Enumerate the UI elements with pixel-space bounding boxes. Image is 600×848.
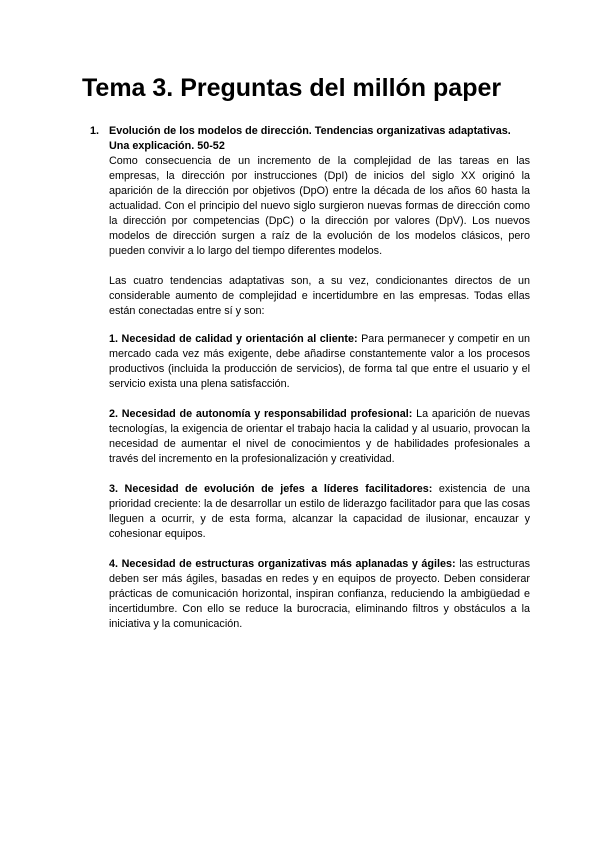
tendency-item-4-label: 4. Necesidad de estructuras organizativas más aplanadas y ágiles:	[109, 558, 456, 570]
tendency-item-4-text: las estructuras deben ser más ágiles, basadas en redes y en equipos de proyecto. Deben considerar prácticas de comunicación horizontal, inspiran confianza, reduciendo la ambigüedad e incertidumbre. Con ello se reduce la burocracia, eliminando filtros y obstáculos a la iniciativa y la comunicación.	[109, 558, 530, 630]
document-title: Tema 3. Preguntas del millón paper	[82, 74, 502, 102]
section-number: 1.	[90, 125, 100, 137]
tendency-item-1	[109, 332, 530, 392]
tendency-item-2	[109, 407, 530, 467]
tendency-item-2-text: La aparición de nuevas tecnologías, la exigencia de orientar el trabajo hacia la calidad y al usuario, provocan la necesidad de aumentar el nivel de conocimientos y de habilidades profesionales a través del incremento en la profesionalización y creatividad.	[109, 408, 530, 465]
intro-paragraph: Como consecuencia de un incremento de la complejidad de las tareas en las empresas, la dirección por instrucciones (DpI) de inicios del siglo XX originó la aparición de la dirección por objetivos (DpO) entre la década de los años 60 hasta la actualidad. Con el principio del nuevo siglo surgieron nuevas formas de dirección como la dirección por competencias (DpC) o la dirección por valores (DpV). Los nuevos modelos de dirección surgen a raíz de la evolución de los modelos clásicos, pero pueden convivir a lo largo del tiempo diferentes modelos.	[109, 155, 530, 257]
tendency-item-2-label: 2. Necesidad de autonomía y responsabilidad profesional:	[109, 408, 413, 420]
section-1	[90, 124, 530, 632]
tendency-item-3-text: existencia de una prioridad creciente: la de desarrollar un estilo de liderazgo facilitador para que las cosas lleguen a ocurrir, y de esta forma, alcanzar la capacidad de ilusionar, encauzar y cohesionar equipos.	[109, 483, 531, 540]
tendency-item-3	[109, 482, 530, 542]
section-body	[109, 154, 530, 632]
tendency-item-1-label: 1. Necesidad de calidad y orientación al cliente:	[109, 333, 358, 345]
section-heading: Evolución de los modelos de dirección. Tendencias organizativas adaptativas. Una explicación. 50-52	[109, 125, 511, 152]
section-heading-row	[90, 124, 530, 154]
tendency-item-1-text: Para permanecer y competir en un mercado cada vez más exigente, debe añadirse constantemente valor a los procesos productivos (incluida la producción de servicios), de forma tal que entre el usuario y el servicio exista una plena satisfacción.	[109, 333, 530, 390]
tendency-item-4	[109, 557, 530, 632]
tendency-item-3-label: 3. Necesidad de evolución de jefes a líderes facilitadores:	[109, 483, 433, 495]
tendencies-intro-paragraph: Las cuatro tendencias adaptativas son, a su vez, condicionantes directos de un considerable aumento de complejidad e incertidumbre en las empresas. Todas ellas están conectadas entre sí y son:	[109, 275, 530, 317]
